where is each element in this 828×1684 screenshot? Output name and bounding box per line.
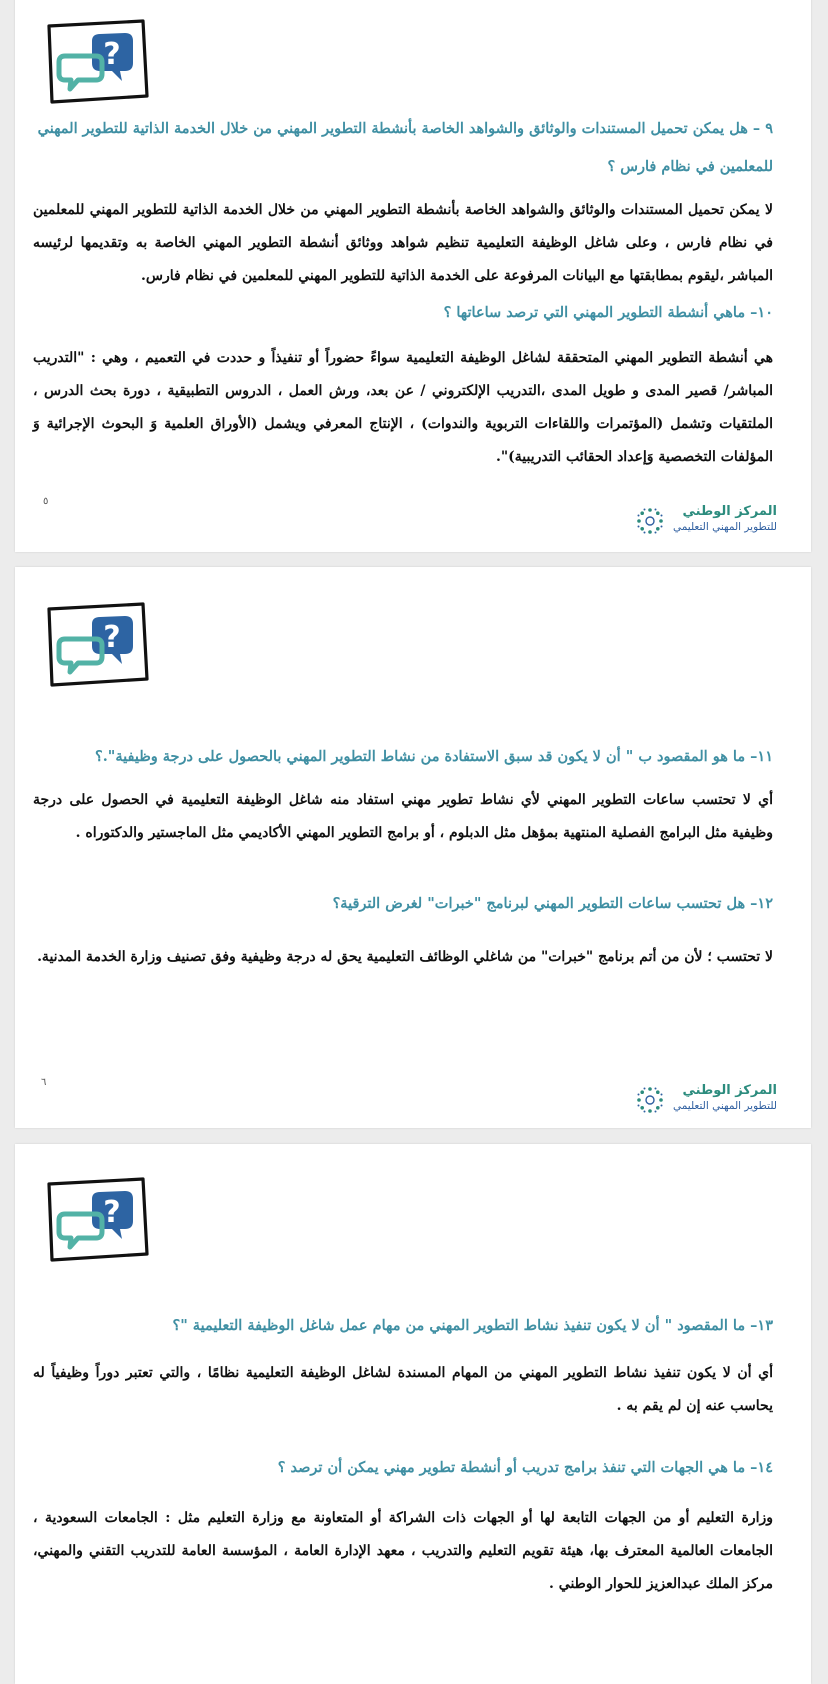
answer-12: لا تحتسب ؛ لأن من أتم برنامج "خبرات" من شاغلي الوظائف التعليمية يحق له درجة وظيفية وفق تصنيف وزارة الخدمة المدنية. bbox=[37, 949, 773, 965]
answer-9: لا يمكن تحميل المستندات والوثائق والشواهد الخاصة بأنشطة التطوير المهني من خلال الخدمة الذاتية للتطوير المهني للمعلمين في نظام فارس ، وعلى شاغل الوظيفة التعليمية تنظيم شواهد ووثائق أنشطة التطوير المهني الخاصة به وتقديمها لرئيسه المباشر ،ليقوم بمطابقتها مع البيانات المرفوعة على الخدمة الذاتية للتطوير المهني للمعلمين في نظام فارس. bbox=[33, 202, 773, 284]
question-speech-bubbles-icon bbox=[43, 601, 153, 691]
logo-line-2: للتطوير المهني التعليمي bbox=[672, 1100, 777, 1112]
question-14: ١٤– ما هي الجهات التي تنفذ برامج تدريب أو أنشطة تطوير مهني يمكن أن ترصد ؟ bbox=[277, 1459, 773, 1476]
question-11: ١١– ما هو المقصود ب " أن لا يكون قد سبق الاستفادة من نشاط التطوير المهني بالحصول على درجة وظيفية".؟ bbox=[95, 748, 773, 765]
page-number: ٦ bbox=[41, 1077, 47, 1088]
question-9: ٩ – هل يمكن تحميل المستندات والوثائق والشواهد الخاصة بأنشطة التطوير المهني من خلال الخدمة الذاتية للتطوير المهني للمعلمين في نظام فارس ؟ bbox=[37, 120, 773, 175]
logo-line-1: المركز الوطني bbox=[682, 504, 777, 519]
ncpd-emblem-icon bbox=[635, 1085, 665, 1115]
logo-line-2: للتطوير المهني التعليمي bbox=[672, 521, 777, 533]
answer-10: هي أنشطة التطوير المهني المتحققة لشاغل الوظيفة التعليمية سواءً حضوراً أو تنفيذاً و حددت في التعميم ، وهي : "التدريب المباشر/ قصير المدى و طويل المدى ،التدريب الإلكتروني / عن بعد، ورش العمل ، الدروس التطبيقية ، دورة بحث الدرس ، الملتقيات وتشمل (المؤتمرات واللقاءات التربوية والندوات) ، الإنتاج المعرفي ويشمل (الأوراق العلمية وَ البحوث الإجرائية وَ المؤلفات التخصصية وَإعداد الحقائب التدريبية)". bbox=[33, 350, 773, 465]
answer-11: أي لا تحتسب ساعات التطوير المهني لأي نشاط تطوير مهني استفاد منه شاغل الوظيفة التعليمية في الحصول على درجة وظيفية مثل البرامج الفصلية المنتهية بمؤهل مثل الدبلوم ، أو برامج التطوير المهني الأكاديمي مثل الماجستير والدكتوراه . bbox=[33, 792, 773, 841]
question-speech-bubbles-icon bbox=[43, 1176, 153, 1266]
question-speech-bubbles-icon bbox=[43, 18, 153, 108]
ncpd-logo bbox=[635, 1083, 777, 1117]
question-13: ١٣– ما المقصود " أن لا يكون تنفيذ نشاط التطوير المهني من مهام عمل شاغل الوظيفة التعليمية "؟ bbox=[172, 1317, 773, 1334]
answer-14: وزارة التعليم أو من الجهات التابعة لها أو الجهات ذات الشراكة أو المتعاونة مع وزارة التعليم مثل : الجامعات السعودية ، الجامعات العالمية المعترف بها، هيئة تقويم التعليم والتدريب ، معهد الإدارة العامة ، المؤسسة العامة للتدريب التقني والمهني، مركز الملك عبدالعزيز للحوار الوطني . bbox=[33, 1510, 773, 1592]
document-page-5 bbox=[15, 0, 811, 552]
answer-13: أي أن لا يكون تنفيذ نشاط التطوير المهني من المهام المسندة لشاغل الوظيفة التعليمية نظامًا ، والتي تعتبر دوراً وظيفياً له يحاسب عنه إن لم يقم به . bbox=[33, 1365, 773, 1414]
question-10: ١٠– ماهي أنشطة التطوير المهني التي ترصد ساعاتها ؟ bbox=[443, 304, 773, 321]
page-number: ٥ bbox=[43, 496, 49, 507]
logo-line-1: المركز الوطني bbox=[682, 1083, 777, 1098]
ncpd-emblem-icon bbox=[635, 506, 665, 536]
document-page-7 bbox=[15, 1144, 811, 1684]
document-page-6 bbox=[15, 567, 811, 1128]
ncpd-logo bbox=[635, 504, 777, 538]
question-12: ١٢– هل تحتسب ساعات التطوير المهني لبرنامج "خبرات" لغرض الترقية؟ bbox=[332, 895, 773, 912]
